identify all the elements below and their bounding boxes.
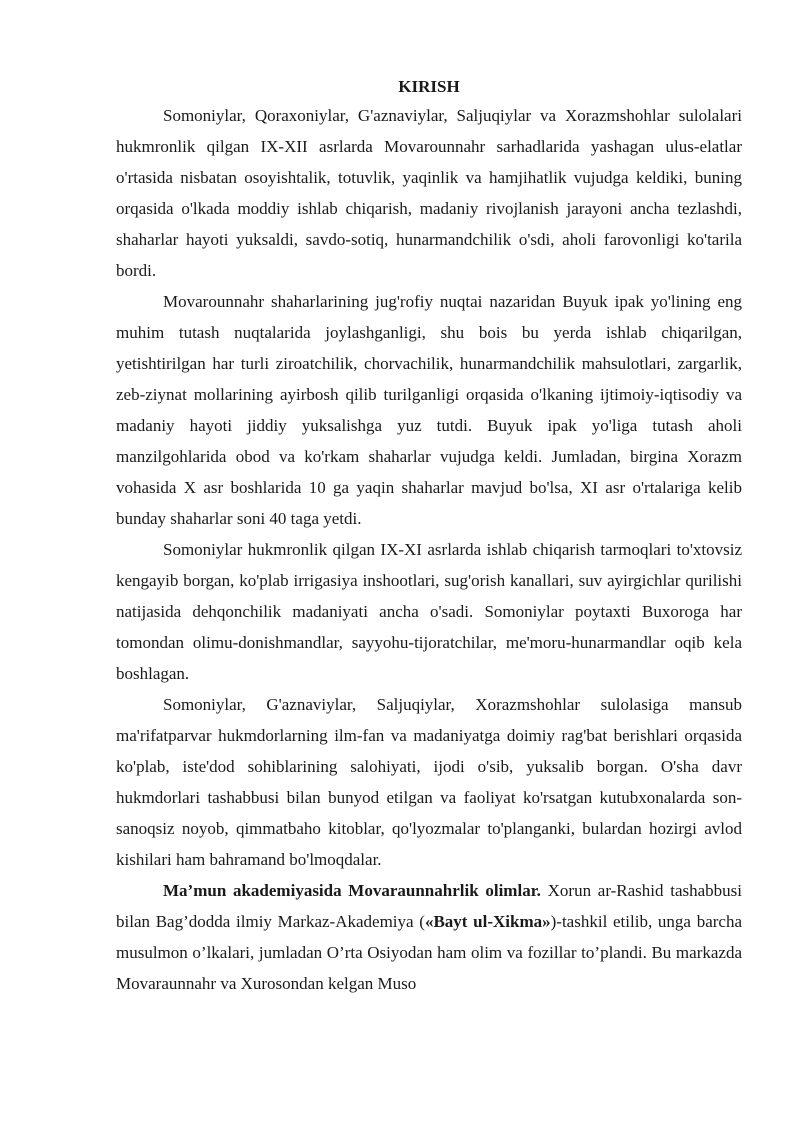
paragraph-5-text-b: )-tashkil etilib, unga barcha musulmon o’lkalari, jumladan O’rta Osiyodan ham olim va fozillar to’plandi. Bu markazda Movaraunnahr va Xurosondan kelgan Muso [116, 912, 742, 993]
section-heading: Ma’mun akademiyasida Movaraunnahrlik olimlar. [163, 881, 541, 900]
paragraph-2: Movarounnahr shaharlarining jug'rofiy nuqtai nazaridan Buyuk ipak yo'lining eng muhim tutash nuqtalarida joylashganligi, shu bois bu yerda ishlab chiqarilgan, yetishtirilgan har turli ziroatchilik, chorvachilik, hunarmandchilik mahsulotlari, zargarlik, zeb-ziynat mollarining ayirbosh qilib turilganligi orqasida o'lkaning ijtimoiy-iqtisodiy va madaniy hayoti jiddiy yuksalishga yuz tutdi. Buyuk ipak yo'liga tutash aholi manzilgohlarida obod va ko'rkam shaharlar vujudga keldi. Jumladan, birgina Xorazm vohasida X asr boshlarida 10 ga yaqin shaharlar mavjud bo'lsa, XI asr o'rtalariga kelib bunday shaharlar soni 40 taga yetdi. [116, 292, 742, 528]
bayt-ul-xikma-term: «Bayt ul-Xikma» [424, 912, 551, 931]
document-title: KIRISH [398, 77, 460, 96]
document-page [116, 74, 742, 999]
paragraph-3: Somoniylar hukmronlik qilgan IX-XI asrlarda ishlab chiqarish tarmoqlari to'xtovsiz kengayib borgan, ko'plab irrigasiya inshootlari, sug'orish kanallari, suv ayirgichlar qurilishi natijasida dehqonchilik madaniyati ancha o'sadi. Somoniylar poytaxti Buxoroga har tomondan olimu-donishmandlar, sayyohu-tijoratchilar, me'moru-hunarmandlar oqib kela boshlagan. [116, 540, 742, 683]
paragraph-1: Somoniylar, Qoraxoniylar, G'aznaviylar, Saljuqiylar va Xorazmshohlar sulolalari hukmronlik qilgan IX-XII asrlarda Movarounnahr sarhadlarida yashagan ulus-elatlar o'rtasida nisbatan osoyishtalik, totuvlik, yaqinlik va hamjihatlik vujudga keldiki, buning orqasida o'lkada moddiy ishlab chiqarish, madaniy rivojlanish jarayoni ancha tezlashdi, shaharlar hayoti yuksaldi, savdo-sotiq, hunarmandchilik o'sdi, aholi farovonligi ko'tarila bordi. [116, 106, 742, 280]
paragraph-4: Somoniylar, G'aznaviylar, Saljuqiylar, Xorazmshohlar sulolasiga mansub ma'rifatparvar hukmdorlarning ilm-fan va madaniyatga doimiy rag'bat berishlari orqasida ko'plab, iste'dod sohiblarining salohiyati, ijodi o'sib, yuksalib borgan. O'sha davr hukmdorlari tashabbusi bilan bunyod etilgan va faoliyat ko'rsatgan kutubxonalarda son-sanoqsiz noyob, qimmatbaho kitoblar, qo'lyozmalar to'planganki, bulardan hozirgi avlod kishilari ham bahramand bo'lmoqdalar. [116, 695, 742, 869]
paragraph-5 [116, 875, 742, 999]
paragraph-5-text-a: Xorun ar-Rashid tashabbusi bilan Bag’dodda ilmiy Markaz-Akademiya ( [116, 881, 742, 931]
